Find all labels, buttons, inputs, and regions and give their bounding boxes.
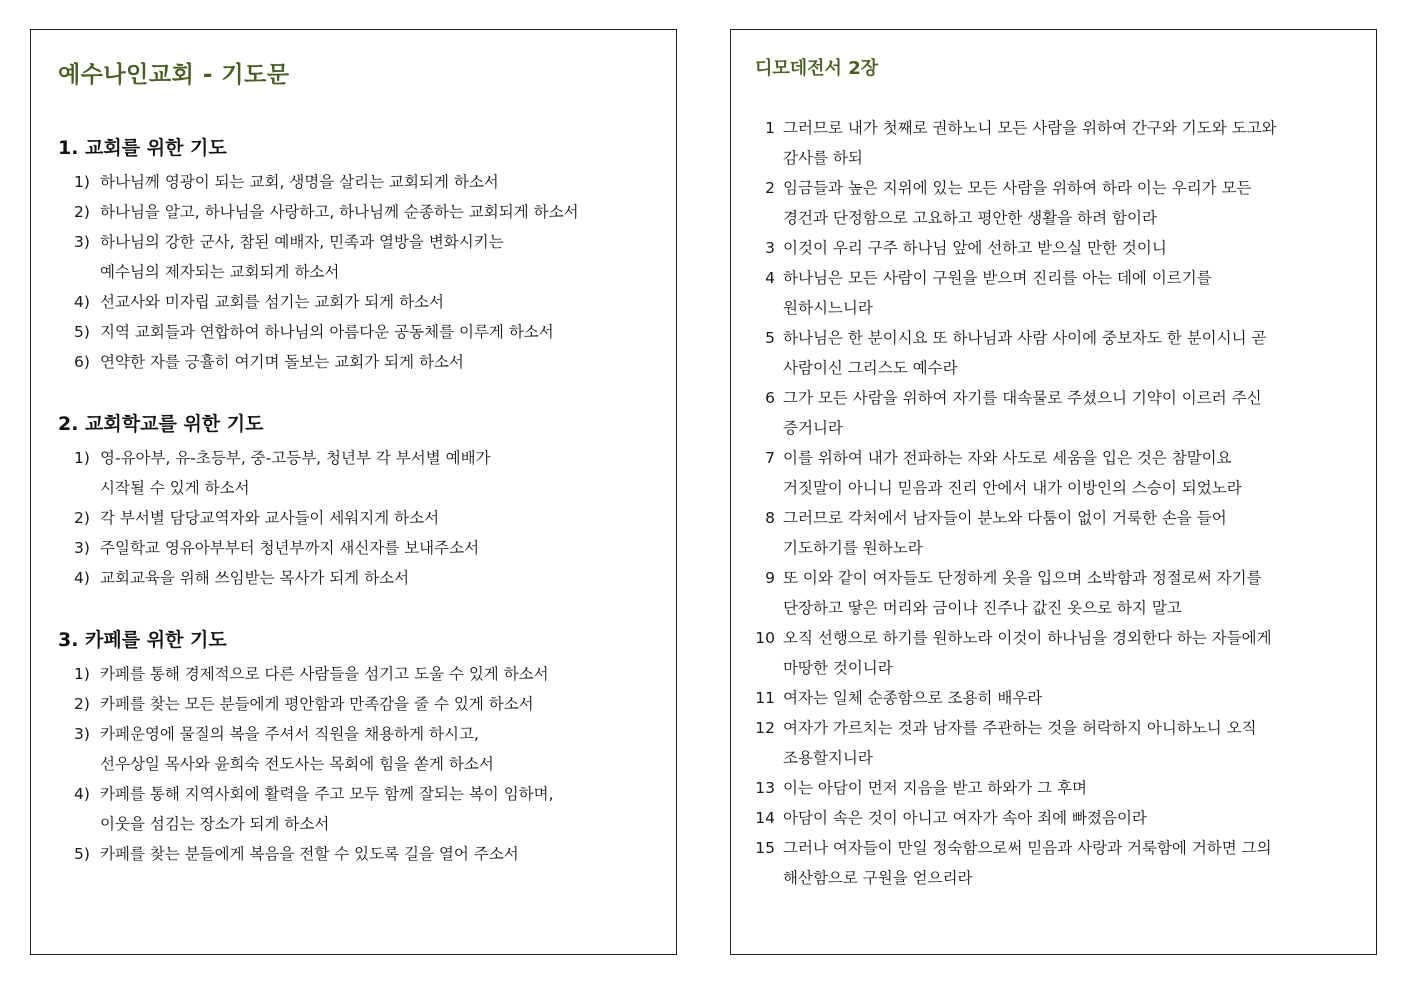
item-number: 5): [74, 845, 90, 863]
prayer-item: [58, 317, 658, 347]
verse: [753, 773, 1353, 803]
chapter-title: 디모데전서 2장: [755, 58, 879, 79]
item-text: 각 부서별 담당교역자와 교사들이 세워지게 하소서: [100, 509, 440, 527]
prayer-item: [58, 659, 658, 689]
item-text: 카페를 통해 지역사회에 활력을 주고 모두 함께 잘되는 복이 임하며,: [100, 785, 554, 803]
verse: [753, 173, 1353, 233]
verse-text: 오직 선행으로 하기를 원하노라 이것이 하나님을 경외한다 하는 자들에게: [783, 629, 1272, 647]
verse-number: 3: [765, 239, 775, 257]
item-number: 4): [74, 569, 90, 587]
item-text: 카페를 통해 경제적으로 다른 사람들을 섬기고 도울 수 있게 하소서: [100, 665, 549, 683]
verse-number: 10: [755, 629, 775, 647]
verse-text-continued: 사람이신 그리스도 예수라: [783, 359, 958, 377]
item-number: 6): [74, 353, 90, 371]
prayer-item: [58, 197, 658, 227]
item-number: 1): [74, 665, 90, 683]
verse: [753, 833, 1353, 893]
prayer-item: [58, 689, 658, 719]
section-heading: 3. 카페를 위한 기도: [58, 629, 227, 651]
verse-text: 아담이 속은 것이 아니고 여자가 속아 죄에 빠졌음이라: [783, 809, 1147, 827]
verse: [753, 503, 1353, 563]
verse-text-continued: 거짓말이 아니니 믿음과 진리 안에서 내가 이방인의 스승이 되었노라: [783, 479, 1242, 497]
prayer-item: [58, 443, 658, 503]
item-number: 5): [74, 323, 90, 341]
prayer-item: [58, 533, 658, 563]
prayer-item: [58, 779, 658, 839]
item-text-continued: 선우상일 목사와 윤희숙 전도사는 목회에 힘을 쏟게 하소서: [100, 755, 494, 773]
verse-text-continued: 마땅한 것이니라: [783, 659, 893, 677]
prayer-item: [58, 227, 658, 287]
verse-number: 6: [765, 389, 775, 407]
verse-text: 하나님은 한 분이시요 또 하나님과 사람 사이에 중보자도 한 분이시니 곧: [783, 329, 1267, 347]
verse-text-continued: 원하시느니라: [783, 299, 873, 317]
item-text-continued: 예수님의 제자되는 교회되게 하소서: [100, 263, 340, 281]
verse-number: 8: [765, 509, 775, 527]
item-number: 2): [74, 203, 90, 221]
item-number: 2): [74, 695, 90, 713]
verse-text: 이는 아담이 먼저 지음을 받고 하와가 그 후며: [783, 779, 1088, 797]
verse-text: 그러나 여자들이 만일 정숙함으로써 믿음과 사랑과 거룩함에 거하면 그의: [783, 839, 1272, 857]
item-text: 지역 교회들과 연합하여 하나님의 아름다운 공동체를 이루게 하소서: [100, 323, 554, 341]
verse-list: [753, 113, 1353, 893]
verse: [753, 263, 1353, 323]
verse-text: 이것이 우리 구주 하나님 앞에 선하고 받으실 만한 것이니: [783, 239, 1167, 257]
verse-number: 13: [755, 779, 775, 797]
prayer-item: [58, 839, 658, 869]
verse: [753, 563, 1353, 623]
prayer-item: [58, 167, 658, 197]
verse-number: 1: [765, 119, 775, 137]
verse-number: 14: [755, 809, 775, 827]
item-text: 하나님께 영광이 되는 교회, 생명을 살리는 교회되게 하소서: [100, 173, 499, 191]
verse-text: 하나님은 모든 사람이 구원을 받으며 진리를 아는 데에 이르기를: [783, 269, 1212, 287]
verse-number: 2: [765, 179, 775, 197]
verse: [753, 383, 1353, 443]
item-text: 연약한 자를 긍휼히 여기며 돌보는 교회가 되게 하소서: [100, 353, 464, 371]
verse-number: 7: [765, 449, 775, 467]
verse-text: 또 이와 같이 여자들도 단정하게 옷을 입으며 소박함과 정절로써 자기를: [783, 569, 1262, 587]
item-text: 주일학교 영유아부부터 청년부까지 새신자를 보내주소서: [100, 539, 480, 557]
item-text: 하나님의 강한 군사, 참된 예배자, 민족과 열방을 변화시키는: [100, 233, 504, 251]
prayer-item: [58, 563, 658, 593]
verse-number: 15: [755, 839, 775, 857]
verse-number: 4: [765, 269, 775, 287]
prayer-section-church: [58, 131, 658, 377]
section-heading: 2. 교회학교를 위한 기도: [58, 413, 264, 435]
prayer-item: [58, 503, 658, 533]
verse: [753, 803, 1353, 833]
item-number: 3): [74, 539, 90, 557]
item-text-continued: 이웃을 섬김는 장소가 되게 하소서: [100, 815, 330, 833]
verse-number: 5: [765, 329, 775, 347]
verse: [753, 443, 1353, 503]
prayer-section-church-school: [58, 407, 658, 593]
item-number: 2): [74, 509, 90, 527]
right-page: [730, 29, 1377, 955]
item-number: 4): [74, 293, 90, 311]
verse-text-continued: 경건과 단정함으로 고요하고 평안한 생활을 하려 함이라: [783, 209, 1157, 227]
section-heading: 1. 교회를 위한 기도: [58, 137, 227, 159]
verse-text-continued: 조용할지니라: [783, 749, 873, 767]
verse-text: 임금들과 높은 지위에 있는 모든 사람을 위하여 하라 이는 우리가 모든: [783, 179, 1252, 197]
prayer-section-cafe: [58, 623, 658, 869]
verse-text: 여자가 가르치는 것과 남자를 주관하는 것을 허락하지 아니하노니 오직: [783, 719, 1257, 737]
verse: [753, 113, 1353, 173]
verse: [753, 683, 1353, 713]
item-text: 카페를 찾는 모든 분들에게 평안함과 만족감을 줄 수 있게 하소서: [100, 695, 534, 713]
verse: [753, 623, 1353, 683]
item-text: 영-유아부, 유-초등부, 중-고등부, 청년부 각 부서별 예배가: [100, 449, 491, 467]
item-number: 1): [74, 449, 90, 467]
item-number: 1): [74, 173, 90, 191]
verse-text: 그러므로 내가 첫째로 권하노니 모든 사람을 위하여 간구와 기도와 도고와: [783, 119, 1277, 137]
verse-text: 그가 모든 사람을 위하여 자기를 대속물로 주셨으니 기약이 이르러 주신: [783, 389, 1262, 407]
left-page: [30, 29, 677, 955]
item-text: 카페운영에 물질의 복을 주셔서 직원을 채용하게 하시고,: [100, 725, 479, 743]
verse-number: 11: [755, 689, 775, 707]
verse-number: 9: [765, 569, 775, 587]
item-text: 카페를 찾는 분들에게 복음을 전할 수 있도록 길을 열어 주소서: [100, 845, 519, 863]
verse-text-continued: 증거니라: [783, 419, 843, 437]
verse-text: 이를 위하여 내가 전파하는 자와 사도로 세움을 입은 것은 참말이요: [783, 449, 1232, 467]
item-text-continued: 시작될 수 있게 하소서: [100, 479, 250, 497]
verse-text-continued: 단장하고 땋은 머리와 금이나 진주나 값진 옷으로 하지 말고: [783, 599, 1182, 617]
verse: [753, 713, 1353, 773]
verse-text-continued: 해산함으로 구원을 얻으리라: [783, 869, 973, 887]
verse-number: 12: [755, 719, 775, 737]
verse: [753, 323, 1353, 383]
item-number: 3): [74, 725, 90, 743]
verse-text-continued: 감사를 하되: [783, 149, 863, 167]
verse-text: 여자는 일체 순종함으로 조용히 배우라: [783, 689, 1043, 707]
prayer-item: [58, 347, 658, 377]
verse-text-continued: 기도하기를 원하노라: [783, 539, 923, 557]
verse: [753, 233, 1353, 263]
prayer-item: [58, 719, 658, 779]
item-text: 선교사와 미자립 교회를 섬기는 교회가 되게 하소서: [100, 293, 444, 311]
document-title: 예수나인교회 - 기도문: [58, 62, 290, 88]
item-number: 3): [74, 233, 90, 251]
item-number: 4): [74, 785, 90, 803]
verse-text: 그러므로 각처에서 남자들이 분노와 다툼이 없이 거룩한 손을 들어: [783, 509, 1227, 527]
item-text: 하나님을 알고, 하나님을 사랑하고, 하나님께 순종하는 교회되게 하소서: [100, 203, 579, 221]
prayer-item: [58, 287, 658, 317]
item-text: 교회교육을 위해 쓰임받는 목사가 되게 하소서: [100, 569, 410, 587]
